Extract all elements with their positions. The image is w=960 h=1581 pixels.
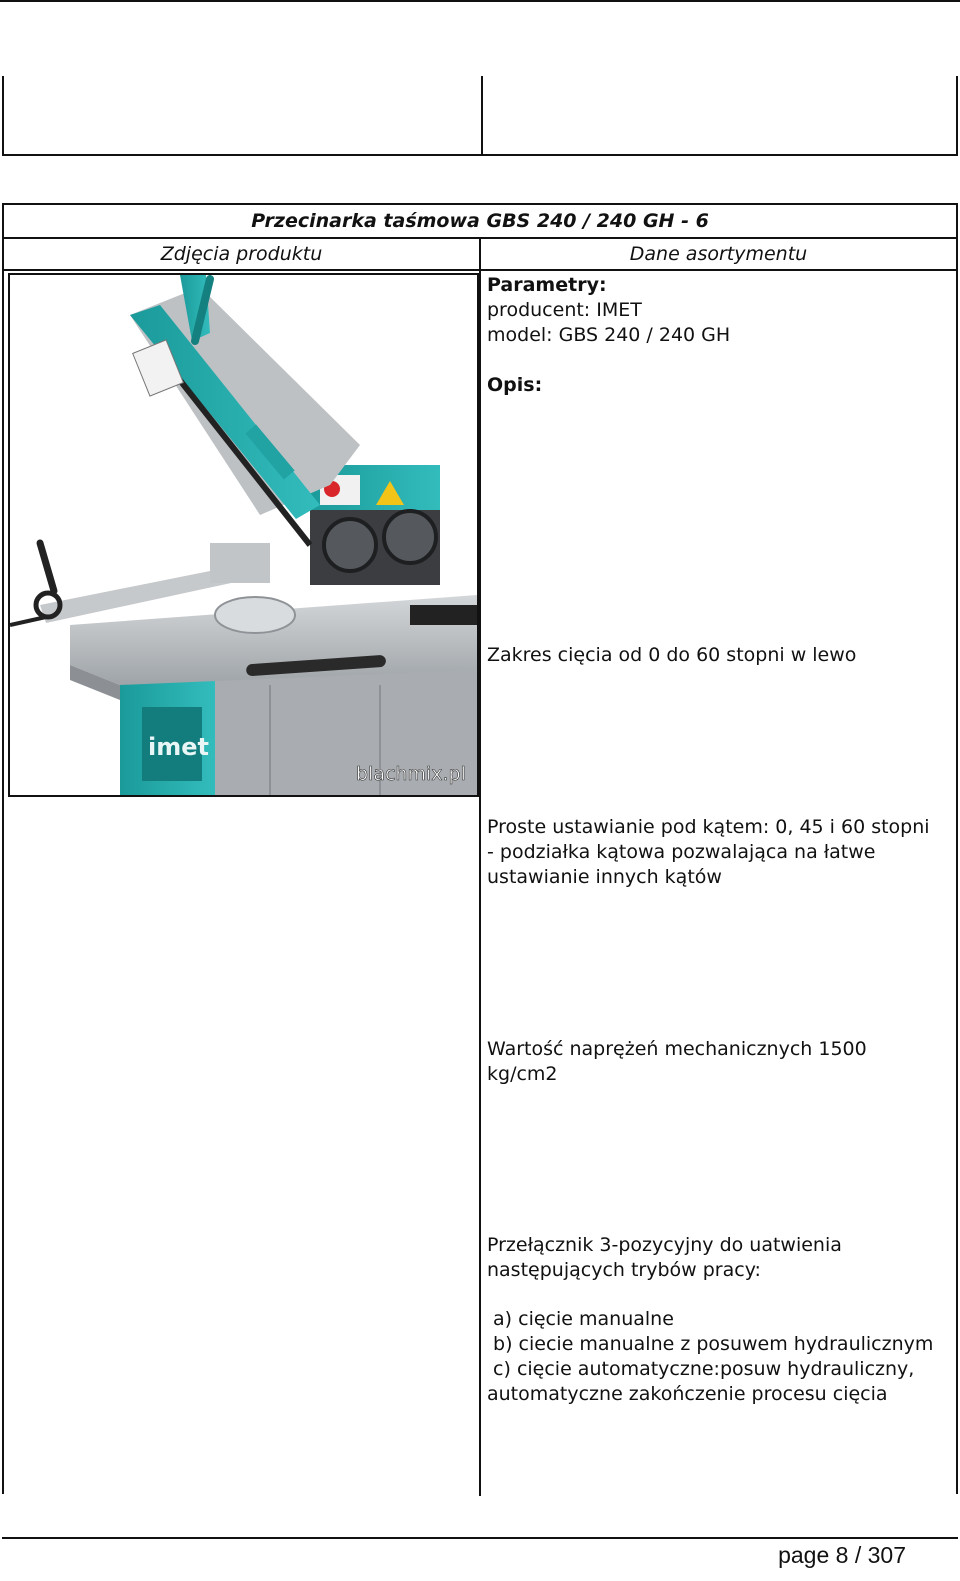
description-paragraph-3 bbox=[487, 1037, 957, 1087]
producer-value: producent: IMET bbox=[487, 299, 642, 321]
angle-setting-line-3: ustawianie innych kątów bbox=[487, 866, 722, 888]
model-value: model: GBS 240 / 240 GH bbox=[487, 324, 731, 346]
stress-value-line-1: Wartość naprężeń mechanicznych 1500 bbox=[487, 1038, 867, 1060]
description-paragraph-1 bbox=[487, 643, 957, 668]
mode-c-continued: automatyczne zakończenie procesu cięcia bbox=[487, 1383, 888, 1405]
description-paragraph-2 bbox=[487, 815, 957, 890]
angle-setting-line-2: - podziałka kątowa pozwalająca na łatwe bbox=[487, 841, 876, 863]
mode-a: a) cięcie manualne bbox=[487, 1308, 674, 1330]
watermark: blachmix.pl bbox=[356, 763, 466, 785]
angle-setting-line-1: Proste ustawianie pod kątem: 0, 45 i 60 stopni bbox=[487, 816, 930, 838]
header-data: Dane asortymentu bbox=[629, 243, 808, 265]
description-paragraph-4 bbox=[487, 1233, 957, 1407]
top-rule bbox=[0, 0, 960, 2]
description-label-block bbox=[487, 373, 957, 398]
parameters-label: Parametry: bbox=[487, 274, 607, 296]
switch-line-1: Przełącznik 3-pozycyjny do uatwienia bbox=[487, 1234, 842, 1256]
previous-table-end bbox=[2, 76, 958, 156]
mode-c: c) cięcie automatyczne:posuw hydrauliczny, bbox=[487, 1358, 915, 1380]
previous-table-divider bbox=[481, 76, 483, 154]
column-divider bbox=[479, 239, 481, 1496]
parameters-block bbox=[487, 273, 957, 348]
page-number: page 8 / 307 bbox=[778, 1542, 906, 1568]
description-label: Opis: bbox=[487, 374, 543, 396]
mode-b: b) ciecie manualne z posuwem hydraulicznym bbox=[487, 1333, 934, 1355]
cut-range-text: Zakres cięcia od 0 do 60 stopni w lewo bbox=[487, 644, 857, 666]
imet-logo-text: imet bbox=[148, 733, 209, 761]
header-photos: Zdjęcia produktu bbox=[160, 243, 323, 265]
stress-value-line-2: kg/cm2 bbox=[487, 1063, 558, 1085]
product-photo bbox=[8, 273, 479, 797]
switch-line-2: następujących trybów pracy: bbox=[487, 1259, 761, 1281]
product-title: Przecinarka taśmowa GBS 240 / 240 GH - 6 bbox=[4, 205, 956, 239]
band-saw-illustration bbox=[10, 275, 477, 795]
product-table bbox=[2, 203, 958, 1494]
footer-rule bbox=[2, 1537, 958, 1539]
